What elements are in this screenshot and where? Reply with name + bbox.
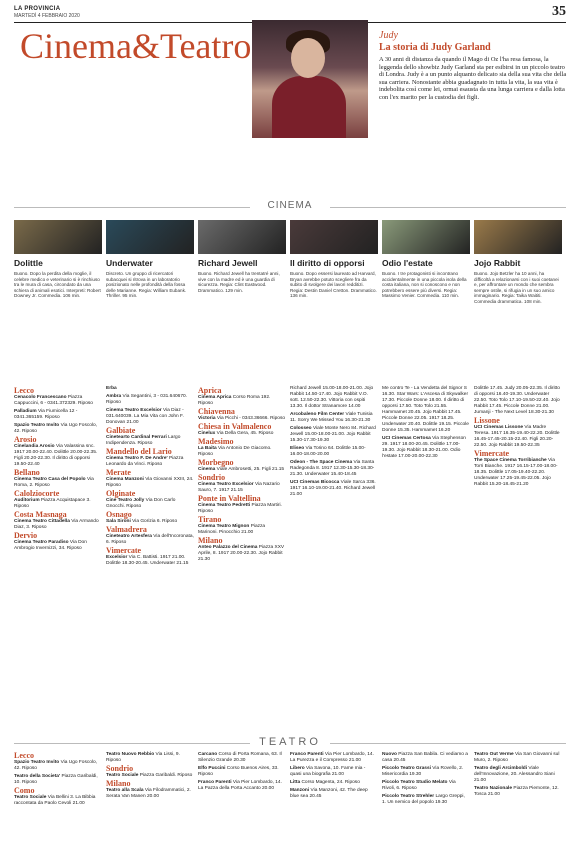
listing-entry bbox=[14, 519, 102, 531]
showtimes: Corso di Porta Romana, 63. Il Silenzio Grande 20.30 bbox=[198, 752, 282, 763]
city-heading: Chiavenna bbox=[198, 407, 235, 416]
film-description: Buono. I tre protagonisti si incontrano accidentalmente in una piccola isola della costa italiana, non si conoscono e non potrebbero essere più diversi. Regia: Massimo Venier. Commedia. 110 min. bbox=[382, 271, 467, 299]
showtimes: Via Segantini, 3 - 031.640670. Riposo bbox=[106, 394, 187, 405]
venue-name: Erba bbox=[106, 386, 117, 391]
film-title: Underwater bbox=[106, 258, 153, 268]
city-heading: Morbegno bbox=[198, 458, 234, 467]
listing-column bbox=[382, 386, 470, 462]
featured-author: Judy bbox=[379, 30, 398, 41]
film-title: Richard Jewell bbox=[198, 258, 258, 268]
city-heading: Lecco bbox=[14, 751, 34, 760]
featured-title: La storia di Judy Garland bbox=[379, 42, 491, 53]
listing-entry bbox=[14, 760, 102, 772]
venue-name: Sala Sironi bbox=[106, 519, 133, 524]
listing-column bbox=[106, 752, 194, 802]
film-still bbox=[290, 220, 378, 254]
showtimes: Via Rivoli, 6. Riposo bbox=[382, 780, 456, 791]
page-header bbox=[14, 6, 566, 20]
listing-entry bbox=[106, 386, 194, 392]
film-review bbox=[474, 220, 562, 305]
venue-name: Cinema Aprica bbox=[198, 395, 233, 400]
listing-column bbox=[14, 752, 102, 809]
film-review bbox=[290, 220, 378, 299]
venue-name: Teatro degli Arcimboldi bbox=[474, 766, 529, 771]
listing-entry bbox=[14, 477, 102, 489]
venue-name: La Baita bbox=[198, 446, 218, 451]
venue-name: Colosseo bbox=[290, 426, 313, 431]
showtimes: Piazza Acquistapace 3. Riposo bbox=[14, 498, 91, 509]
listing-entry bbox=[290, 412, 378, 424]
showtimes: Viale Ambrosetti, 25. Figli 21.15 bbox=[216, 467, 285, 472]
showtimes: Via Manzoni, 42. The deep blue sea 20.45 bbox=[290, 788, 368, 799]
showtimes: Piazza Piemonte, 12. Tosca 21.00 bbox=[474, 786, 559, 797]
venue-name: Cenacolo Francescano bbox=[14, 395, 68, 400]
listing-column bbox=[198, 752, 286, 794]
showtimes: Via Nazario Sauro, 7. 1917 21.15 bbox=[198, 482, 280, 493]
showtimes: Via Don Ambrogio Invernizzi, 34. Riposo bbox=[14, 540, 87, 551]
listing-entry bbox=[382, 780, 470, 792]
venue-name: Cine Teatro Jolly bbox=[106, 498, 146, 503]
listing-entry bbox=[14, 795, 102, 807]
showtimes: Via Picchi - 0343.36666. Riposo bbox=[216, 416, 286, 421]
listing-column bbox=[198, 386, 286, 565]
showtimes: Largo Indipendenza. Riposo bbox=[106, 435, 181, 446]
venue-name: Franco Parenti bbox=[290, 752, 325, 757]
listing-entry bbox=[198, 503, 286, 515]
venue-name: Teatro alla Scala bbox=[106, 788, 145, 793]
venue-name: The Space Cinema Torribianche bbox=[474, 458, 549, 463]
venue-name: Cinema Teatro Excelsior bbox=[198, 482, 255, 487]
venue-name: Anteo Palazzo del Cinema bbox=[198, 545, 259, 550]
listing-entry bbox=[106, 408, 194, 426]
cinema-band bbox=[14, 200, 566, 214]
city-heading: Lissone bbox=[474, 416, 500, 425]
venue-name: Litta bbox=[290, 780, 302, 785]
listing-entry bbox=[106, 477, 194, 489]
teatro-band bbox=[14, 736, 566, 750]
film-reviews bbox=[14, 220, 566, 380]
showtimes: Via Armando Diaz, 3. Riposo bbox=[14, 519, 99, 530]
page-number: 35 bbox=[552, 4, 566, 19]
listing-entry bbox=[198, 752, 286, 764]
listing-entry bbox=[290, 766, 378, 778]
showtimes: Via Torino 64. Dolittle 15.00-16.00-18.00-20.00 bbox=[290, 446, 366, 457]
venue-name: Manzoni bbox=[290, 788, 311, 793]
listing-entry bbox=[474, 458, 562, 488]
listing-column bbox=[474, 386, 562, 490]
venue-name: Eliseo bbox=[290, 446, 306, 451]
city-heading: Vimercate bbox=[106, 546, 142, 555]
listing-column bbox=[474, 752, 562, 800]
film-description: Buono. Jojo Betzler ha 10 anni, ha difficoltà a relazionarsi con i suoi coetanei e, per affrontare un mondo che sembra sempre ostile, si rifugia in un suo amico immaginario. Regia: Taika Waititi. Commedia drammatica. 108 min. bbox=[474, 271, 559, 304]
listing-entry bbox=[474, 425, 562, 449]
venue-name: Arcobaleno Film Center bbox=[290, 412, 346, 417]
showtimes: Corso Roma 192. Riposo bbox=[198, 395, 271, 406]
venue-name: Palladium bbox=[14, 409, 38, 414]
film-review bbox=[14, 220, 102, 299]
showtimes: Via Gorizia 6. Riposo bbox=[132, 519, 178, 524]
listing-entry bbox=[14, 409, 102, 421]
listing-entry bbox=[290, 446, 378, 458]
showtimes: Viale Monte Nero 84. Richard Jewell 15.00-18.00-21.00. Jojo Rabbit 15.30-17.30-19.30 bbox=[290, 426, 376, 443]
city-heading: Sondrio bbox=[106, 764, 134, 773]
showtimes: Via Ugo Foscolo, 42. Riposo bbox=[14, 423, 98, 434]
showtimes: Via Della Gera, 45. Riposo bbox=[216, 431, 274, 436]
listing-entry bbox=[14, 423, 102, 435]
listing-column bbox=[382, 752, 470, 808]
featured-photo-face bbox=[291, 38, 325, 78]
featured-photo-body bbox=[272, 76, 346, 138]
showtimes: Piazza Garibaldi, 10. Riposo bbox=[14, 774, 98, 785]
venue-name: Teatro Nuovo Rebbio bbox=[106, 752, 156, 757]
venue-name: Victoria bbox=[198, 416, 217, 421]
showtimes: Viale Sarca 336. 1917 16.10-19.00-21.40. Richard Jewell 21.00 bbox=[290, 480, 376, 497]
venue-name: Teatro della Societa' bbox=[14, 774, 62, 779]
film-description: Buono. Dopo essersi laureato ad Harvard, Bryan avrebbe potuto scegliere fra da subito di svolgere dei lavori redditizi. Regia: Destin Daniel Cretton. Drammatico. 136 min. bbox=[290, 271, 377, 299]
featured-photo bbox=[252, 20, 368, 138]
listing-entry bbox=[474, 766, 562, 784]
listing-entry bbox=[106, 534, 194, 546]
venue-name: Piccolo Teatro Strehler bbox=[382, 794, 436, 799]
film-description: Buono. Dopo la perdita della moglie, il celebre medico e veterinario si è rinchiuso tra le mura di casa, circondato da una schiera di animali esotici. Interpreti: Robert Downey Jr. Commedia. 106 min. bbox=[14, 271, 101, 299]
showtimes: Via Valassina snc. 1917 20.00-22.40. Dolittle 20.00-22.35. Figli 20.20-22.30. Il diritto di opporsi 19.50-22.40 bbox=[14, 444, 98, 467]
listing-column bbox=[14, 386, 102, 554]
venue-name: Auditorium bbox=[14, 498, 41, 503]
venue-name: UCI Cinemas Certosa bbox=[382, 436, 433, 441]
city-heading: Vimercate bbox=[474, 449, 510, 458]
film-still bbox=[198, 220, 286, 254]
listing-entry bbox=[106, 435, 194, 447]
venue-name: Cinema Manzoni bbox=[106, 477, 146, 482]
showtimes: Via Rovello, 2. Misericordia 19.30 bbox=[382, 766, 464, 777]
listing-entry bbox=[198, 395, 286, 407]
film-description: Buono. Richard Jewell ha trentatré anni, vive con la madre ed è una guardia di sicurezza. Regia: Clint Eastwood. Drammatico. 129 min. bbox=[198, 271, 280, 293]
venue-name: Spazio Teatro Invito bbox=[14, 423, 61, 428]
showtimes: Via Pier Lombardo, 14. La Pazza della Porta Accanto 20.00 bbox=[198, 780, 282, 791]
city-heading: Como bbox=[14, 786, 35, 795]
venue-name: Franco Parenti bbox=[198, 780, 233, 785]
venue-name: Carcano bbox=[198, 752, 219, 757]
showtimes: Piazza Martiri. Riposo bbox=[198, 503, 282, 514]
venue-name: Spazio Teatro Invito bbox=[14, 760, 61, 765]
showtimes: Via Madre Teresa. 1917 16.35-19.40-22.20. Dolittle 16.45-17.45-20.15-22.40. Figli 20.20-22.50. Jojo Rabbit 19.50-22.35 bbox=[474, 425, 560, 448]
city-heading: Aprica bbox=[198, 386, 222, 395]
film-review bbox=[198, 220, 286, 293]
city-heading: Bellano bbox=[14, 468, 40, 477]
listing-entry bbox=[198, 524, 286, 536]
film-still bbox=[14, 220, 102, 254]
listing-entry bbox=[290, 780, 378, 786]
listing-entry bbox=[290, 480, 378, 498]
venue-name: Cineteatro Artesfera bbox=[106, 534, 154, 539]
venue-name: Piccolo Teatro Grassi bbox=[382, 766, 433, 771]
film-description: Discreto. Un gruppo di ricercatori subacquei si ritrova in un laboratorio posizionato nelle profondità della fossa delle Marianne. Regia: William Eubank. Thriller. 95 min. bbox=[106, 271, 187, 299]
showtimes: Piazza Marinoni. Pinocchio 21.00 bbox=[198, 524, 266, 535]
showtimes: Via Pier Lombardo, 14. La Purezza e il Compresso 21.00 bbox=[290, 752, 374, 763]
listing-entry bbox=[198, 545, 286, 563]
showtimes: Viale Tunisia 11. Sorry We Missed You 16.30-21.30 bbox=[290, 412, 373, 423]
city-heading: Arosio bbox=[14, 435, 37, 444]
listing-entry bbox=[106, 788, 194, 800]
listing-entry bbox=[198, 446, 286, 458]
listing-entry bbox=[382, 436, 470, 460]
listing-column bbox=[106, 386, 194, 569]
listing-entry bbox=[198, 780, 286, 792]
city-heading: Lecco bbox=[14, 386, 34, 395]
city-heading: Milano bbox=[106, 779, 131, 788]
listing-entry bbox=[474, 752, 562, 764]
listing-entry bbox=[106, 456, 194, 468]
showtimes: Piazza San Babila. Ci vediamo a casa 20.45 bbox=[382, 752, 468, 763]
venue-name: Elfo Puccini bbox=[198, 766, 227, 771]
listing-entry bbox=[106, 555, 194, 567]
venue-name: Odeon - The Space Cinema bbox=[290, 460, 354, 465]
showtimes: Richard Jewell 15.00-18.00-21.00. Jojo Rabbit 14.50-17.40. Jojo Rabbit V.O. sott. 12.50-22.30. Vittoria con ospiti 13.30. Il dottor Stranamore 14.00 bbox=[290, 386, 374, 409]
listing-entry bbox=[14, 395, 102, 407]
teatro-band-label: TEATRO bbox=[259, 736, 321, 748]
showtimes: Piazza Garibaldi. Riposo bbox=[139, 773, 193, 778]
listing-entry bbox=[14, 444, 102, 468]
showtimes: Viale dell'Innovazione, 20. Alessandro Siani 21.00 bbox=[474, 766, 555, 783]
film-review bbox=[382, 220, 470, 299]
city-heading: Tirano bbox=[198, 515, 222, 524]
film-title: Il diritto di opporsi bbox=[290, 258, 365, 268]
showtimes: Via Diaz - 031.640039. La Mia Vita con John F. Donovan 21.00 bbox=[106, 408, 184, 425]
showtimes: Via Roma, 2. Riposo bbox=[14, 477, 94, 488]
showtimes: Via dell'Incoronata, 6. Riposo bbox=[106, 534, 194, 545]
venue-name: Cinema Teatro Casa del Popolo bbox=[14, 477, 87, 482]
venue-name: Cinema Teatro Mignon bbox=[198, 524, 251, 529]
showtimes: Via Santa Radegonda 8. 1917 12.30-15.30-18.30-21.30. Underwater 15.40-18.45 bbox=[290, 460, 375, 477]
city-heading: Valmadrera bbox=[106, 525, 147, 534]
newspaper-brand: LA PROVINCIA bbox=[14, 6, 61, 12]
showtimes: Via Bellini 3. La Bibbia raccontata da Paolo Cevoli 21.00 bbox=[14, 795, 96, 806]
venue-name: Libero bbox=[290, 766, 306, 771]
listing-entry bbox=[106, 498, 194, 510]
city-heading: Costa Masnaga bbox=[14, 510, 67, 519]
venue-name: Cinema bbox=[198, 467, 217, 472]
venue-name: Cinelandia Arosio bbox=[14, 444, 56, 449]
showtimes: Via Stephenson 29. 1917 18.00-20.45. Dolittle 17.00-19.30. Jojo Rabbit 18.30-21.00. Odio l'estate 17.00-20.00-22.30 bbox=[382, 436, 466, 459]
venue-name: Cinema Teatro F. De Andre' bbox=[106, 456, 169, 461]
listing-entry bbox=[290, 752, 378, 764]
listing-entry bbox=[198, 766, 286, 778]
showtimes: Via San Giovanni sul Muro, 2. Riposo bbox=[474, 752, 560, 763]
film-title: Odio l'estate bbox=[382, 258, 433, 268]
city-heading: Chiesa in Valmalenco bbox=[198, 422, 272, 431]
listing-entry bbox=[382, 766, 470, 778]
city-heading: Olginate bbox=[106, 489, 136, 498]
listing-entry bbox=[382, 794, 470, 806]
listing-entry bbox=[290, 426, 378, 444]
listing-entry bbox=[382, 386, 470, 434]
venue-name: Excelsior bbox=[106, 555, 129, 560]
film-still bbox=[106, 220, 194, 254]
listing-entry bbox=[290, 460, 378, 478]
venue-name: Teatro Out Verme bbox=[474, 752, 515, 757]
showtimes: Piazza Cappuccini, 6 - 0341.372329. Riposo bbox=[14, 395, 93, 406]
city-heading: Galbiate bbox=[106, 426, 136, 435]
featured-body: A 30 anni di distanza da quando il Mago di Oz l'ha resa famosa, la leggenda dello showbiz Judy Garland sta per esibirsi in un piccolo teatro di Londra. Judy è a un punto alquanto delicato sia della sua vita che della sua carriera. Nonostante abbia guadagnato in tutta la vita, la sua vita è indebolita così come lei, ormai esausta da una lunga carriera e dalla lotta con l'ex marito per la custodia dei figli. bbox=[379, 56, 567, 101]
listing-entry bbox=[474, 386, 562, 416]
listing-entry bbox=[106, 752, 194, 764]
showtimes: Via Fiumicella 12 - 0341.365159. Riposo bbox=[14, 409, 78, 420]
venue-name: Piccolo Teatro Studio Melato bbox=[382, 780, 449, 785]
listing-column bbox=[290, 752, 378, 802]
showtimes: Via Don Carlo Gnocchi. Riposo bbox=[106, 498, 176, 509]
showtimes: Via C. Battisti. 1917 21.00. Dolittle 18.30-20.45. Underwater 21.15 bbox=[106, 555, 189, 566]
venue-name: Cinetearto Cardinal Ferrari bbox=[106, 435, 169, 440]
venue-name: Teatro Sociale bbox=[106, 773, 140, 778]
venue-name: Cinelux bbox=[198, 431, 217, 436]
listing-entry bbox=[14, 774, 102, 786]
city-heading: Merate bbox=[106, 468, 131, 477]
showtimes: Largo Greppi, 1. Un nemico del popolo 19.30 bbox=[382, 794, 465, 805]
city-heading: Osnago bbox=[106, 510, 132, 519]
venue-name: Teatro Sociale bbox=[14, 795, 48, 800]
showtimes: Via Antonio De Giacomo. Riposo bbox=[198, 446, 272, 457]
listing-column bbox=[290, 386, 378, 500]
showtimes: Via Giovanni XXIII, 24. Riposo bbox=[106, 477, 194, 488]
venue-name: Ambra bbox=[106, 394, 123, 399]
showtimes: Via Ugo Foscolo, 42. Riposo bbox=[14, 760, 98, 771]
showtimes: Via Filodrammatici, 2. Serata Van Manen 20.00 bbox=[106, 788, 191, 799]
film-still bbox=[382, 220, 470, 254]
section-title: Cinema&Teatro bbox=[20, 26, 252, 66]
listing-entry bbox=[382, 752, 470, 764]
venue-name: Cinema Teatro Pedretti bbox=[198, 503, 252, 508]
listing-entry bbox=[106, 394, 194, 406]
listing-entry bbox=[474, 786, 562, 798]
city-heading: Mandello del Lario bbox=[106, 447, 172, 456]
listing-entry bbox=[14, 498, 102, 510]
showtimes: Dolittle 17.45. Judy 20.05-22.35. Il diritto di opporsi 16.40-19.30. Underwater 22.50. Toto Tolo 17.10-19.50-22.40. Jojo Rabbit 17.45. Piccole Donne 21.00. Jumanji - The Next Level 18.30-21.30 bbox=[474, 386, 560, 415]
cinema-band-label: CINEMA bbox=[267, 200, 313, 211]
venue-name: UCI Cinemas Bicocca bbox=[290, 480, 341, 485]
venue-name: Cinema Teatro Cittadella bbox=[14, 519, 72, 524]
city-heading: Sondrio bbox=[198, 473, 226, 482]
venue-name: Nuovo bbox=[382, 752, 399, 757]
showtimes: Piazza Leonardo da Vinci. Riposo bbox=[106, 456, 184, 467]
showtimes: Via Torri Bianche. 1917 16.15-17.00-18.00-18.35. Dolittle 17.05-19.40-22.20. Underwater 17.25-19.45-22.05. Jojo Rabbit 15.20-18.45-21.20 bbox=[474, 458, 558, 487]
issue-date: MARTEDÌ 4 FEBBRAIO 2020 bbox=[14, 13, 80, 19]
showtimes: Via Savona, 10. Fame mia - quasi una biografia 21.00 bbox=[290, 766, 366, 777]
city-heading: Milano bbox=[198, 536, 223, 545]
showtimes: Piazza XXV Aprile, 8. 1917 20.00-22.30. Jojo Rabbit 21.30 bbox=[198, 545, 285, 562]
venue-name: Cinema Teatro Paradiso bbox=[14, 540, 70, 545]
film-still bbox=[474, 220, 562, 254]
city-heading: Ponte in Valtellina bbox=[198, 494, 261, 503]
city-heading: Madesimo bbox=[198, 437, 234, 446]
film-review bbox=[106, 220, 194, 299]
venue-name: UCI Cinemas Lissone bbox=[474, 425, 525, 430]
city-heading: Calolziocorte bbox=[14, 489, 60, 498]
listing-entry bbox=[198, 482, 286, 494]
film-title: Jojo Rabbit bbox=[474, 258, 521, 268]
venue-name: Teatro Nazionale bbox=[474, 786, 514, 791]
listing-entry bbox=[290, 788, 378, 800]
film-title: Dolittle bbox=[14, 258, 43, 268]
listing-entry bbox=[14, 540, 102, 552]
showtimes: Corso Buenos Aires, 33. Riposo bbox=[198, 766, 279, 777]
city-heading: Dervio bbox=[14, 531, 38, 540]
showtimes: Corso Magenta, 24. Riposo bbox=[301, 780, 360, 785]
venue-name: Cinema Teatro Excelsior bbox=[106, 408, 163, 413]
showtimes: Via Lissi, 9. Riposo bbox=[106, 752, 180, 763]
listing-entry bbox=[290, 386, 378, 410]
showtimes: Me contro Te - La Vendetta del Signor S 16.30. Star Wars: L'Ascesa di Skywalker 17.30. Piccole Donne 18.00. Il diritto di opporsi 17.50. Toto Tolo 21.55. Hammamet 20.45. Jojo Rabbit 17.45. Piccole Donne 22.05. 1917 18.25. Underwater 20.40. Dolittle 19.15. Piccole Donne 15.35. Hammamet 16.20 bbox=[382, 386, 469, 433]
